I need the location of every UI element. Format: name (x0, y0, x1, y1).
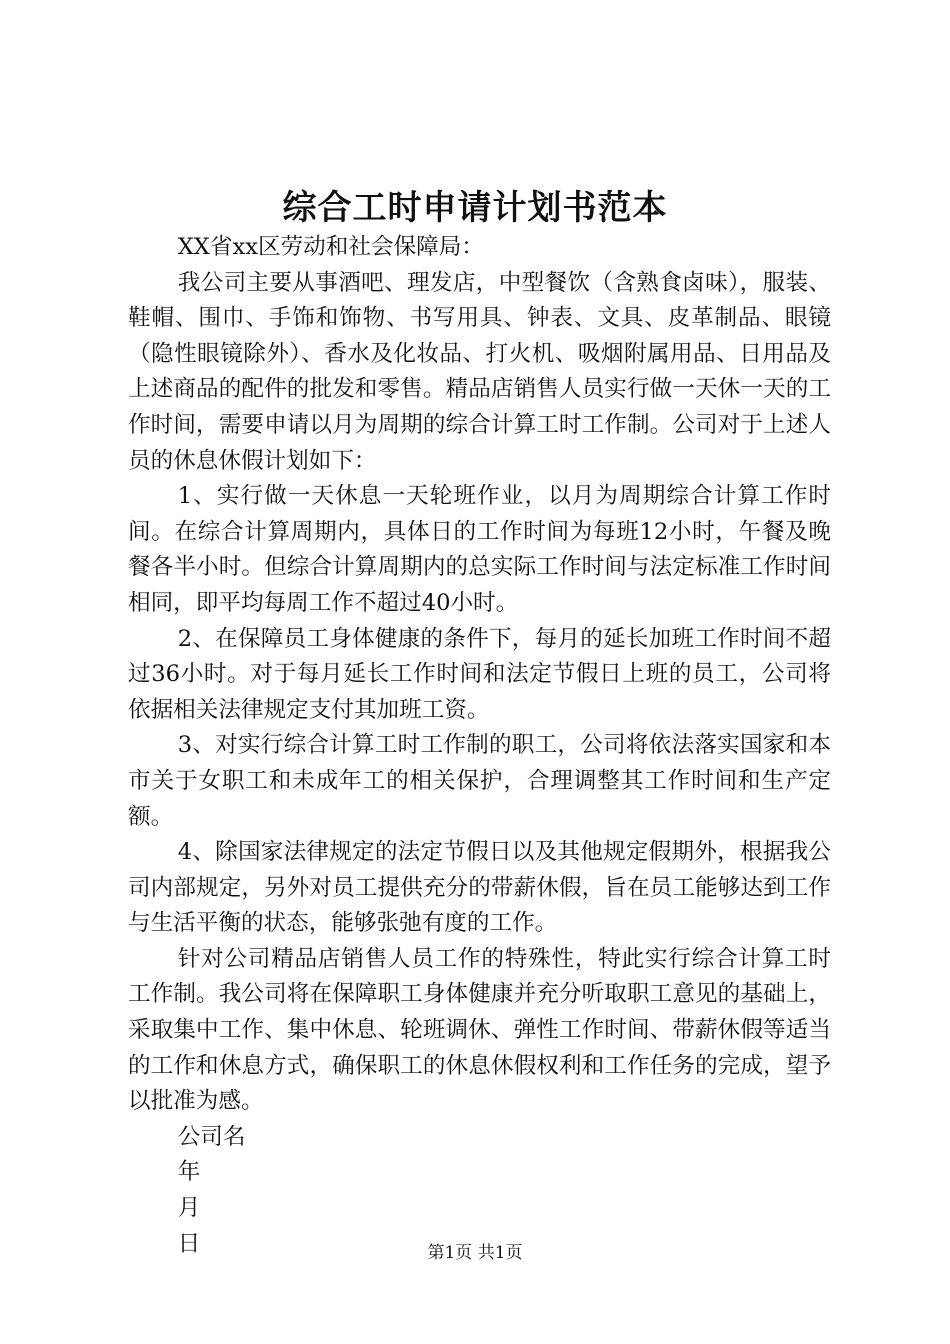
paragraph-item-2: 2、在保障员工身体健康的条件下，每月的延长加班工作时间不超过36小时。对于每月延长工作时间和法定节假日上班的员工，公司将依据相关法律规定支付其加班工资。 (128, 625, 831, 723)
signature-year: 年 (177, 1159, 201, 1186)
salutation: XX省xx区劳动和社会保障局： (177, 234, 484, 260)
signature-company: 公司名 (177, 1123, 246, 1150)
paragraph-intro: 我公司主要从事酒吧、理发店，中型餐饮（含熟食卤味），服装、鞋帽、围巾、手饰和饰物、书写用具、钟表、文具、皮革制品、眼镜（隐性眼镜除外）、香水及化妆品、打火机、吸烟附属用品、日用品及上述商品的配件的批发和零售。精品店销售人员实行做一天休一天的工作时间，需要申请以月为周期的综合计算工时工作制。公司对于上述人员的休息休假计划如下： (128, 269, 831, 474)
paragraph-item-4: 4、除国家法律规定的法定节假日以及其他规定假期外，根据我公司内部规定，另外对员工提供充分的带薪休假，旨在员工能够达到工作与生活平衡的状态，能够张弛有度的工作。 (128, 839, 831, 937)
document-title: 综合工时申请计划书范本 (282, 188, 668, 228)
paragraph-closing: 针对公司精品店销售人员工作的特殊性，特此实行综合计算工时工作制。我公司将在保障职工身体健康并充分听取职工意见的基础上，采取集中工作、集中休息、轮班调休、弹性工作时间、带薪休假等适当的工作和休息方式，确保职工的休息休假权利和工作任务的完成，望予以批准为感。 (128, 945, 831, 1115)
signature-day: 日 (177, 1230, 201, 1257)
paragraph-item-3: 3、对实行综合计算工时工作制的职工，公司将依法落实国家和本市关于女职工和未成年工的相关保护，合理调整其工作时间和生产定额。 (128, 732, 831, 830)
paragraph-item-1: 1、实行做一天休息一天轮班作业，以月为周期综合计算工作时间。在综合计算周期内，具体日的工作时间为每班12小时，午餐及晚餐各半小时。但综合计算周期内的总实际工作时间与法定标准工作时间相同，即平均每周工作不超过40小时。 (128, 483, 831, 616)
page-footer: 第1页 共1页 (427, 1243, 523, 1263)
signature-month: 月 (177, 1195, 201, 1222)
document-body (128, 230, 831, 1262)
